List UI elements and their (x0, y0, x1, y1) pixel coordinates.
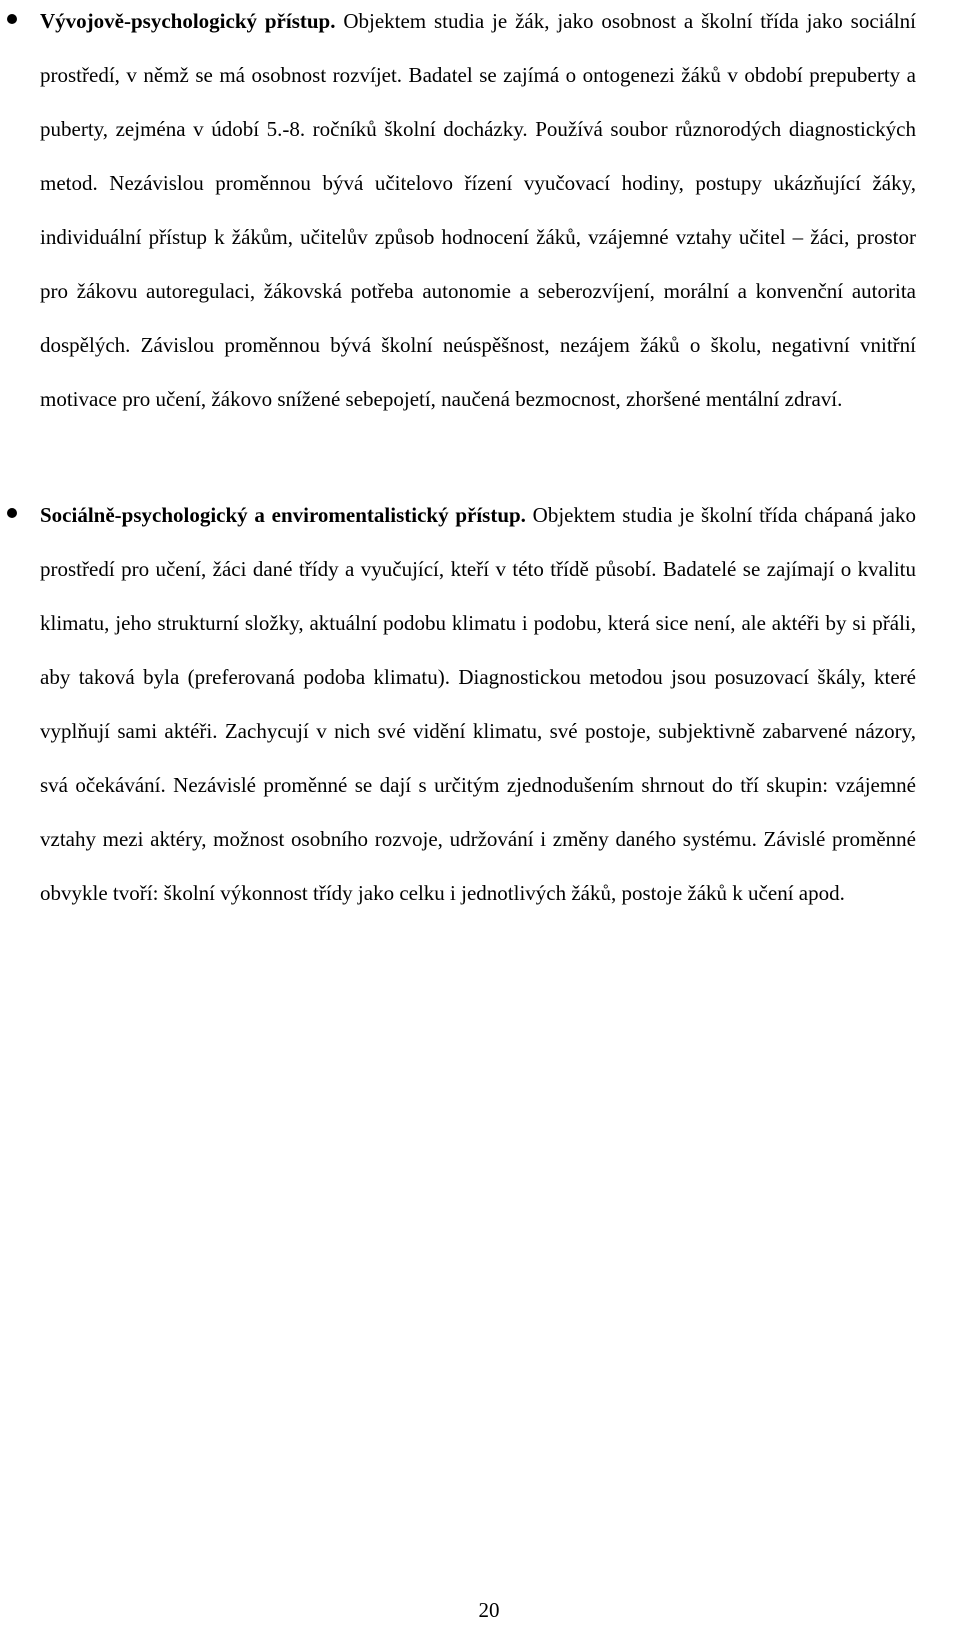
paragraph (40, 488, 916, 920)
bullet-icon (7, 508, 17, 518)
paragraph-lead: Sociálně-psychologický a enviromentalistický přístup. (40, 503, 526, 527)
bullet-icon (7, 14, 17, 24)
paragraph (40, 0, 916, 426)
page-number: 20 (478, 1598, 500, 1622)
paragraph-lead: Vývojově-psychologický přístup. (40, 9, 336, 33)
paragraph-text: Objektem studia je školní třída chápaná jako prostředí pro učení, žáci dané třídy a vyučující, kteří v této třídě působí. Badatelé se zajímají o kvalitu klimatu, jeho strukturní složky, aktuální podobu klimatu i podobu, která sice není, ale aktéři by si přáli, aby taková byla (preferovaná podoba klimatu). Diagnostickou metodou jsou posuzovací škály, které vyplňují sami aktéři. Zachycují v nich své vidění klimatu, své postoje, subjektivně zabarvené názory, svá očekávání. Nezávislé proměnné se dají s určitým zjednodušením shrnout do tří skupin: vzájemné vztahy mezi aktéry, možnost osobního rozvoje, udržování i změny daného systému. Závislé proměnné obvykle tvoří: školní výkonnost třídy jako celku i jednotlivých žáků, postoje žáků k učení apod. (40, 503, 916, 905)
paragraph-text: Objektem studia je žák, jako osobnost a školní třída jako sociální prostředí, v němž se má osobnost rozvíjet. Badatel se zajímá o ontogenezi žáků v období prepuberty a puberty, zejména v údobí 5.-8. ročníků školní docházky. Používá soubor různorodých diagnostických metod. Nezávislou proměnnou bývá učitelovo řízení vyučovací hodiny, postupy ukázňující žáky, individuální přístup k žákům, učitelův způsob hodnocení žáků, vzájemné vztahy učitel – žáci, prostor pro žákovu autoregulaci, žákovská potřeba autonomie a seberozvíjení, morální a konvenční autorita dospělých. Závislou proměnnou bývá školní neúspěšnost, nezájem žáků o školu, negativní vnitřní motivace pro učení, žákovo snížené sebepojetí, naučená bezmocnost, zhoršené mentální zdraví. (40, 9, 916, 411)
